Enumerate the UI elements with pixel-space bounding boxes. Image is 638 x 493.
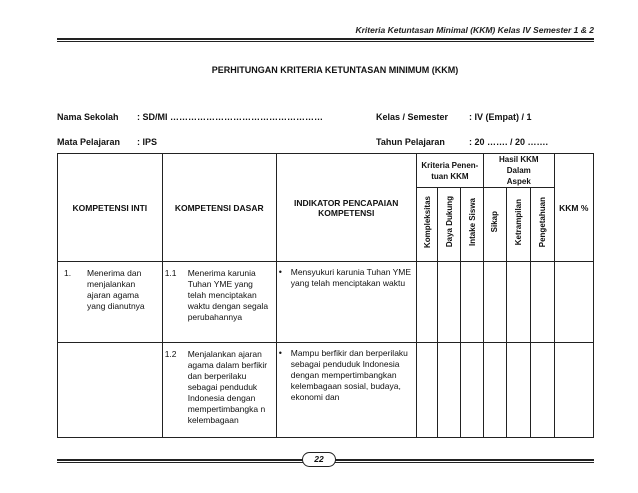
cell-intake-siswa xyxy=(461,343,484,438)
header-kriteria-group: Kriteria Penen-tuan KKM xyxy=(416,154,483,188)
kd-cell xyxy=(162,262,276,343)
ki-cell xyxy=(58,343,163,438)
table-row xyxy=(58,343,594,438)
header-ketrampilan-text: Ketrampilan xyxy=(513,198,523,246)
cell-sikap xyxy=(484,343,507,438)
page-number-badge: 22 xyxy=(302,452,336,467)
header-indikator: INDIKATOR PENCAPAIAN KOMPETENSI xyxy=(276,154,416,262)
cell-daya-dukung xyxy=(438,343,461,438)
header-intake-siswa xyxy=(461,188,484,262)
kd-cell xyxy=(162,343,276,438)
header-rule xyxy=(57,38,594,40)
class-value: : IV (Empat) / 1 xyxy=(469,112,532,122)
header-pengetahuan-text: Pengetahuan xyxy=(537,196,547,248)
header-pengetahuan xyxy=(530,188,554,262)
kd-text: Menerima karunia Tuhan YME yang telah menciptakan waktu dengan segala perubahannya xyxy=(187,268,269,322)
bullet-icon: • xyxy=(278,348,282,358)
year-label: Tahun Pelajaran xyxy=(376,137,445,147)
header-kompetensi-dasar: KOMPETENSI DASAR xyxy=(162,154,276,262)
cell-daya-dukung xyxy=(438,262,461,343)
indikator-text: Mampu berfikir dan berperilaku sebagai penduduk Indonesia dengan mempertimbangkan kelembagaan sosial, budaya, ekonomi dan xyxy=(290,348,408,402)
subject-label: Mata Pelajaran xyxy=(57,137,121,147)
ki-text: Menerima dan menjalankan ajaran agama yang dianutnya xyxy=(87,268,145,311)
cell-sikap xyxy=(484,262,507,343)
table-row xyxy=(58,262,594,343)
ki-number: 1. xyxy=(64,268,72,278)
running-header: Kriteria Ketuntasan Minimal (KKM) Kelas IV Semester 1 & 2 xyxy=(355,25,594,35)
document-title-text: PERHITUNGAN KRITERIA KETUNTASAN MINIMUM (KKM) xyxy=(211,65,459,75)
indikator-cell xyxy=(276,262,416,343)
header-daya-dukung-text: Daya Dukung xyxy=(444,196,454,248)
kd-text: Menjalankan ajaran agama dalam berfikir dan berperilaku sebagai penduduk Indonesia dengan mempertimbangka n kelembagaan xyxy=(187,349,268,425)
header-sikap xyxy=(484,188,507,262)
cell-pengetahuan xyxy=(530,343,554,438)
header-kompleksitas-text: Kompleksitas xyxy=(422,195,432,249)
cell-kkm xyxy=(554,262,593,343)
header-kkm-percent: KKM % xyxy=(554,154,593,262)
kd-number: 1.1 xyxy=(164,268,177,278)
school-label: Nama Sekolah xyxy=(57,112,119,122)
header-intake-siswa-text: Intake Siswa xyxy=(467,197,477,247)
kd-number: 1.2 xyxy=(164,349,177,359)
school-value: : SD/MI …………………………………………… xyxy=(137,112,323,122)
cell-kompleksitas xyxy=(416,262,438,343)
header-kompetensi-inti: KOMPETENSI INTI xyxy=(58,154,163,262)
document-title xyxy=(0,65,638,75)
year-value: : 20 ……. / 20 ……. xyxy=(469,137,549,147)
header-ketrampilan xyxy=(506,188,530,262)
class-label: Kelas / Semester xyxy=(376,112,449,122)
cell-ketrampilan xyxy=(506,343,530,438)
header-rule-thin xyxy=(57,41,594,42)
header-daya-dukung xyxy=(438,188,461,262)
cell-kompleksitas xyxy=(416,343,438,438)
header-hasil-group: Hasil KKM Dalam Aspek xyxy=(484,154,554,188)
bullet-icon: • xyxy=(278,267,282,277)
cell-kkm xyxy=(554,343,593,438)
kkm-table xyxy=(57,153,594,438)
cell-ketrampilan xyxy=(506,262,530,343)
indikator-cell xyxy=(276,343,416,438)
ki-cell xyxy=(58,262,163,343)
header-kompleksitas xyxy=(416,188,438,262)
cell-pengetahuan xyxy=(530,262,554,343)
cell-intake-siswa xyxy=(461,262,484,343)
indikator-text: Mensyukuri karunia Tuhan YME yang telah menciptakan waktu xyxy=(290,267,412,288)
header-sikap-text: Sikap xyxy=(490,211,500,233)
subject-value: : IPS xyxy=(137,137,158,147)
